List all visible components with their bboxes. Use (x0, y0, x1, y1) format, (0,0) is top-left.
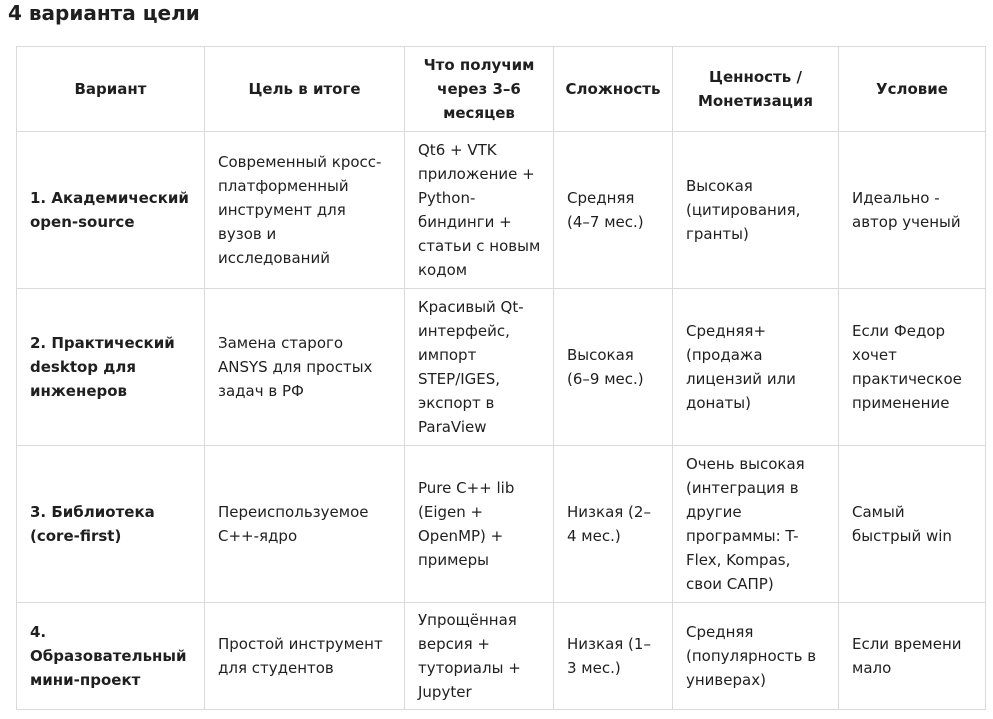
column-header-variant: Вариант (17, 47, 205, 132)
cell-condition: Если Федор хочет практическое применение (839, 289, 986, 446)
column-header-difficulty: Сложность (554, 47, 673, 132)
cell-outcome: Pure C++ lib (Eigen + OpenMP) + примеры (405, 446, 554, 603)
cell-difficulty: Средняя (4–7 мес.) (554, 132, 673, 289)
cell-outcome: Красивый Qt-интерфейс, импорт STEP/IGES, экспорт в ParaView (405, 289, 554, 446)
cell-goal: Современный кросс-платформенный инструмент для вузов и исследований (205, 132, 405, 289)
column-header-value: Ценность / Монетизация (673, 47, 839, 132)
cell-outcome: Qt6 + VTK приложение + Python-биндинги + статьи с новым кодом (405, 132, 554, 289)
cell-variant: 4. Образовательный мини-проект (17, 603, 205, 710)
cell-value: Средняя+ (продажа лицензий или донаты) (673, 289, 839, 446)
table-row (17, 603, 986, 710)
cell-goal: Переиспользуемое C++-ядро (205, 446, 405, 603)
cell-variant: 2. Практический desktop для инженеров (17, 289, 205, 446)
table-row (17, 446, 986, 603)
cell-goal: Простой инструмент для студентов (205, 603, 405, 710)
page-title: 4 варианта цели (8, 1, 200, 25)
cell-value: Очень высокая (интеграция в другие программы: T-Flex, Kompas, свои САПР) (673, 446, 839, 603)
cell-outcome: Упрощённая версия + туториалы + Jupyter (405, 603, 554, 710)
cell-goal: Замена старого ANSYS для простых задач в РФ (205, 289, 405, 446)
cell-variant: 3. Библиотека (core-first) (17, 446, 205, 603)
cell-variant: 1. Академический open-source (17, 132, 205, 289)
cell-condition: Самый быстрый win (839, 446, 986, 603)
table-header-row (17, 47, 986, 132)
table-row (17, 289, 986, 446)
cell-condition: Идеально - автор ученый (839, 132, 986, 289)
column-header-outcome: Что получим через 3–6 месяцев (405, 47, 554, 132)
cell-difficulty: Высокая (6–9 мес.) (554, 289, 673, 446)
column-header-goal: Цель в итоге (205, 47, 405, 132)
column-header-condition: Условие (839, 47, 986, 132)
cell-difficulty: Низкая (2–4 мес.) (554, 446, 673, 603)
table-row (17, 132, 986, 289)
cell-difficulty: Низкая (1–3 мес.) (554, 603, 673, 710)
cell-value: Высокая (цитирования, гранты) (673, 132, 839, 289)
cell-condition: Если времени мало (839, 603, 986, 710)
cell-value: Средняя (популярность в универах) (673, 603, 839, 710)
goals-table (16, 46, 986, 710)
